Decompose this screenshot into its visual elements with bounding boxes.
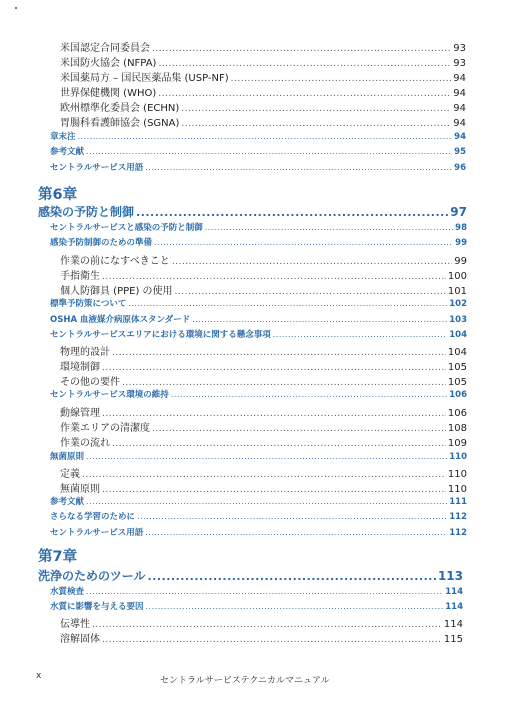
toc-entry-page-number: 110 [447, 484, 467, 495]
toc-dot-leader [122, 378, 446, 388]
toc-entry-title: 手指衛生 [60, 271, 100, 282]
toc-entry-page-number: 113 [437, 569, 463, 583]
toc-dot-leader [181, 119, 451, 129]
toc-dot-leader [158, 59, 451, 69]
toc-entry-title: 洗浄のためのツール [38, 569, 146, 583]
toc-entry-title: 水質検査 [50, 587, 85, 597]
toc-entry-title: 感染予防制御のための準備 [50, 238, 153, 248]
toc-entry-title: 無菌原則 [60, 484, 100, 495]
toc-entry-title: 米国防火協会 (NFPA) [60, 58, 157, 69]
toc-dot-leader [102, 635, 442, 645]
toc-entry-title: セントラルサービスエリアにおける環境に関する懸念事項 [50, 330, 271, 340]
toc-dot-leader [192, 315, 447, 324]
toc-dot-leader [171, 390, 448, 399]
toc-entry [60, 99, 466, 114]
toc-entry-title: 参考文献 [50, 497, 85, 507]
toc-entry-title: 定義 [60, 469, 80, 480]
toc-entry-page-number: 99 [455, 238, 467, 248]
toc-dot-leader [231, 74, 452, 84]
toc-entry-page-number: 115 [443, 634, 463, 645]
toc-dot-leader [136, 206, 448, 219]
toc-entry-title: 米国薬局方 – 国民医薬品集 (USP-NF) [60, 73, 229, 84]
toc-entry-title: セントラルサービス用語 [50, 163, 144, 173]
chapter-6-heading: 第6章 [38, 187, 78, 203]
toc-entry [60, 480, 467, 495]
toc-entry-title: 胃腸科看護師協会 (SGNA) [60, 118, 180, 129]
toc-entry-title: 個人防御具 (PPE) の使用 [60, 286, 173, 297]
toc-entry-page-number: 105 [447, 362, 467, 373]
toc-dot-leader [172, 257, 452, 267]
toc-entry-page-number: 104 [449, 330, 467, 340]
toc-entry [38, 567, 463, 584]
toc-entry [60, 39, 466, 54]
toc-dot-leader [102, 363, 446, 373]
toc-entry-page-number: 95 [454, 147, 466, 157]
toc-entry [50, 161, 466, 173]
toc-entry-page-number: 94 [453, 103, 466, 114]
toc-entry [60, 630, 463, 645]
toc-entry-page-number: 96 [454, 163, 466, 173]
toc-dot-leader [145, 528, 447, 537]
toc-entry-page-number: 93 [453, 43, 466, 54]
toc-entry-title: その他の要件 [60, 377, 120, 388]
toc-dot-leader [181, 104, 451, 114]
toc-entry-page-number: 110 [449, 452, 467, 462]
toc-entry-title: 欧州標準化委員会 (ECHN) [60, 103, 180, 114]
toc-entry-page-number: 94 [453, 73, 466, 84]
toc-entry [50, 221, 467, 233]
toc-entry-title: 標準予防策について [50, 299, 127, 309]
toc-entry-page-number: 106 [447, 408, 467, 419]
toc-dot-leader [145, 163, 452, 172]
toc-entry [50, 313, 467, 325]
toc-entry [60, 54, 466, 69]
toc-entry [50, 450, 467, 462]
toc-entry [50, 145, 466, 157]
toc-dot-leader [102, 485, 446, 495]
toc-entry [60, 404, 467, 419]
footer-book-title: セントラルサービステクニカルマニュアル [160, 676, 330, 686]
toc-entry-page-number: 106 [449, 390, 467, 400]
toc-entry-title: 環境制御 [60, 362, 100, 373]
toc-entry-title: セントラルサービス環境の維持 [50, 390, 169, 400]
toc-entry-page-number: 105 [447, 377, 467, 388]
toc-dot-leader [152, 424, 446, 434]
toc-entry-page-number: 97 [450, 205, 467, 219]
toc-entry-title: 無菌原則 [50, 452, 85, 462]
toc-entry-page-number: 94 [454, 132, 466, 142]
toc-entry-page-number: 112 [449, 512, 467, 522]
toc-entry [60, 419, 467, 434]
toc-dot-leader [86, 452, 447, 461]
toc-entry [60, 282, 467, 297]
toc-entry-title: 水質に影響を与える要因 [50, 602, 144, 612]
toc-entry-title: 伝導性 [60, 619, 90, 630]
toc-entry-title: 感染の予防と制御 [38, 205, 135, 219]
toc-entry [50, 236, 467, 248]
toc-entry [50, 328, 467, 340]
chapter-7-heading: 第7章 [38, 549, 78, 565]
toc-dot-leader [273, 330, 448, 339]
toc-entry-page-number: 114 [445, 602, 463, 612]
toc-entry-page-number: 114 [443, 619, 463, 630]
toc-entry-page-number: 102 [449, 299, 467, 309]
toc-entry [60, 343, 467, 358]
toc-entry-title: OSHA 血液媒介病原体スタンダード [50, 315, 191, 325]
toc-dot-leader [86, 587, 443, 596]
toc-dot-leader [128, 299, 447, 308]
toc-entry [50, 510, 467, 522]
toc-dot-leader [158, 89, 451, 99]
toc-entry [50, 297, 467, 309]
toc-entry-title: 作業エリアの清潔度 [60, 423, 150, 434]
toc-entry-title: 物理的設計 [60, 347, 110, 358]
toc-entry-page-number: 98 [455, 223, 467, 233]
toc-entry-page-number: 112 [449, 528, 467, 538]
toc-entry-page-number: 99 [454, 256, 467, 267]
toc-dot-leader [102, 409, 446, 419]
toc-entry [60, 615, 463, 630]
toc-dot-leader [86, 147, 452, 156]
toc-dot-leader [102, 272, 446, 282]
toc-dot-leader [86, 497, 447, 506]
toc-dot-leader [112, 439, 446, 449]
toc-entry [60, 373, 467, 388]
toc-entry-title: 参考文献 [50, 147, 85, 157]
toc-entry [60, 114, 466, 129]
toc-entry-page-number: 114 [445, 587, 463, 597]
scan-speck [15, 7, 17, 9]
toc-entry [60, 434, 467, 449]
toc-entry-title: 溶解固体 [60, 634, 100, 645]
toc-dot-leader [148, 570, 436, 583]
toc-dot-leader [175, 287, 446, 297]
toc-entry-page-number: 94 [453, 118, 466, 129]
toc-entry-page-number: 100 [447, 271, 467, 282]
toc-dot-leader [82, 470, 446, 480]
toc-entry [50, 526, 467, 538]
toc-dot-leader [152, 44, 451, 54]
toc-entry [60, 252, 467, 267]
toc-entry-title: 世界保健機関 (WHO) [60, 88, 157, 99]
toc-entry [50, 495, 467, 507]
toc-entry-title: 米国認定合同委員会 [60, 43, 150, 54]
toc-dot-leader [78, 132, 453, 141]
toc-entry-title: セントラルサービスと感染の予防と制御 [50, 223, 203, 233]
toc-dot-leader [205, 223, 453, 232]
toc-entry-title: 作業の流れ [60, 438, 110, 449]
toc-entry-page-number: 110 [447, 469, 467, 480]
toc-entry [50, 600, 463, 612]
toc-entry [50, 130, 466, 142]
toc-entry [60, 465, 467, 480]
toc-entry [50, 388, 467, 400]
toc-entry-page-number: 111 [449, 497, 467, 507]
toc-entry [38, 203, 467, 220]
toc-dot-leader [137, 512, 447, 521]
toc-entry [60, 358, 467, 373]
toc-entry [50, 585, 463, 597]
toc-dot-leader [112, 348, 446, 358]
toc-entry-page-number: 103 [449, 315, 467, 325]
toc-entry-page-number: 104 [447, 347, 467, 358]
toc-entry-page-number: 108 [447, 423, 467, 434]
toc-entry-title: 動線管理 [60, 408, 100, 419]
toc-entry-title: 章末注 [50, 132, 76, 142]
toc-entry-page-number: 109 [447, 438, 467, 449]
footer-page-number: x [36, 671, 42, 681]
toc-entry [60, 267, 467, 282]
toc-entry-page-number: 101 [447, 286, 467, 297]
toc-entry-page-number: 94 [453, 88, 466, 99]
toc-entry [60, 84, 466, 99]
toc-dot-leader [146, 602, 444, 611]
toc-entry-title: さらなる学習のために [50, 512, 136, 522]
toc-dot-leader [92, 620, 442, 630]
toc-entry-title: 作業の前になすべきこと [60, 256, 170, 267]
toc-entry-title: セントラルサービス用語 [50, 528, 144, 538]
toc-entry-page-number: 93 [453, 58, 466, 69]
toc-dot-leader [154, 238, 453, 247]
toc-entry [60, 69, 466, 84]
